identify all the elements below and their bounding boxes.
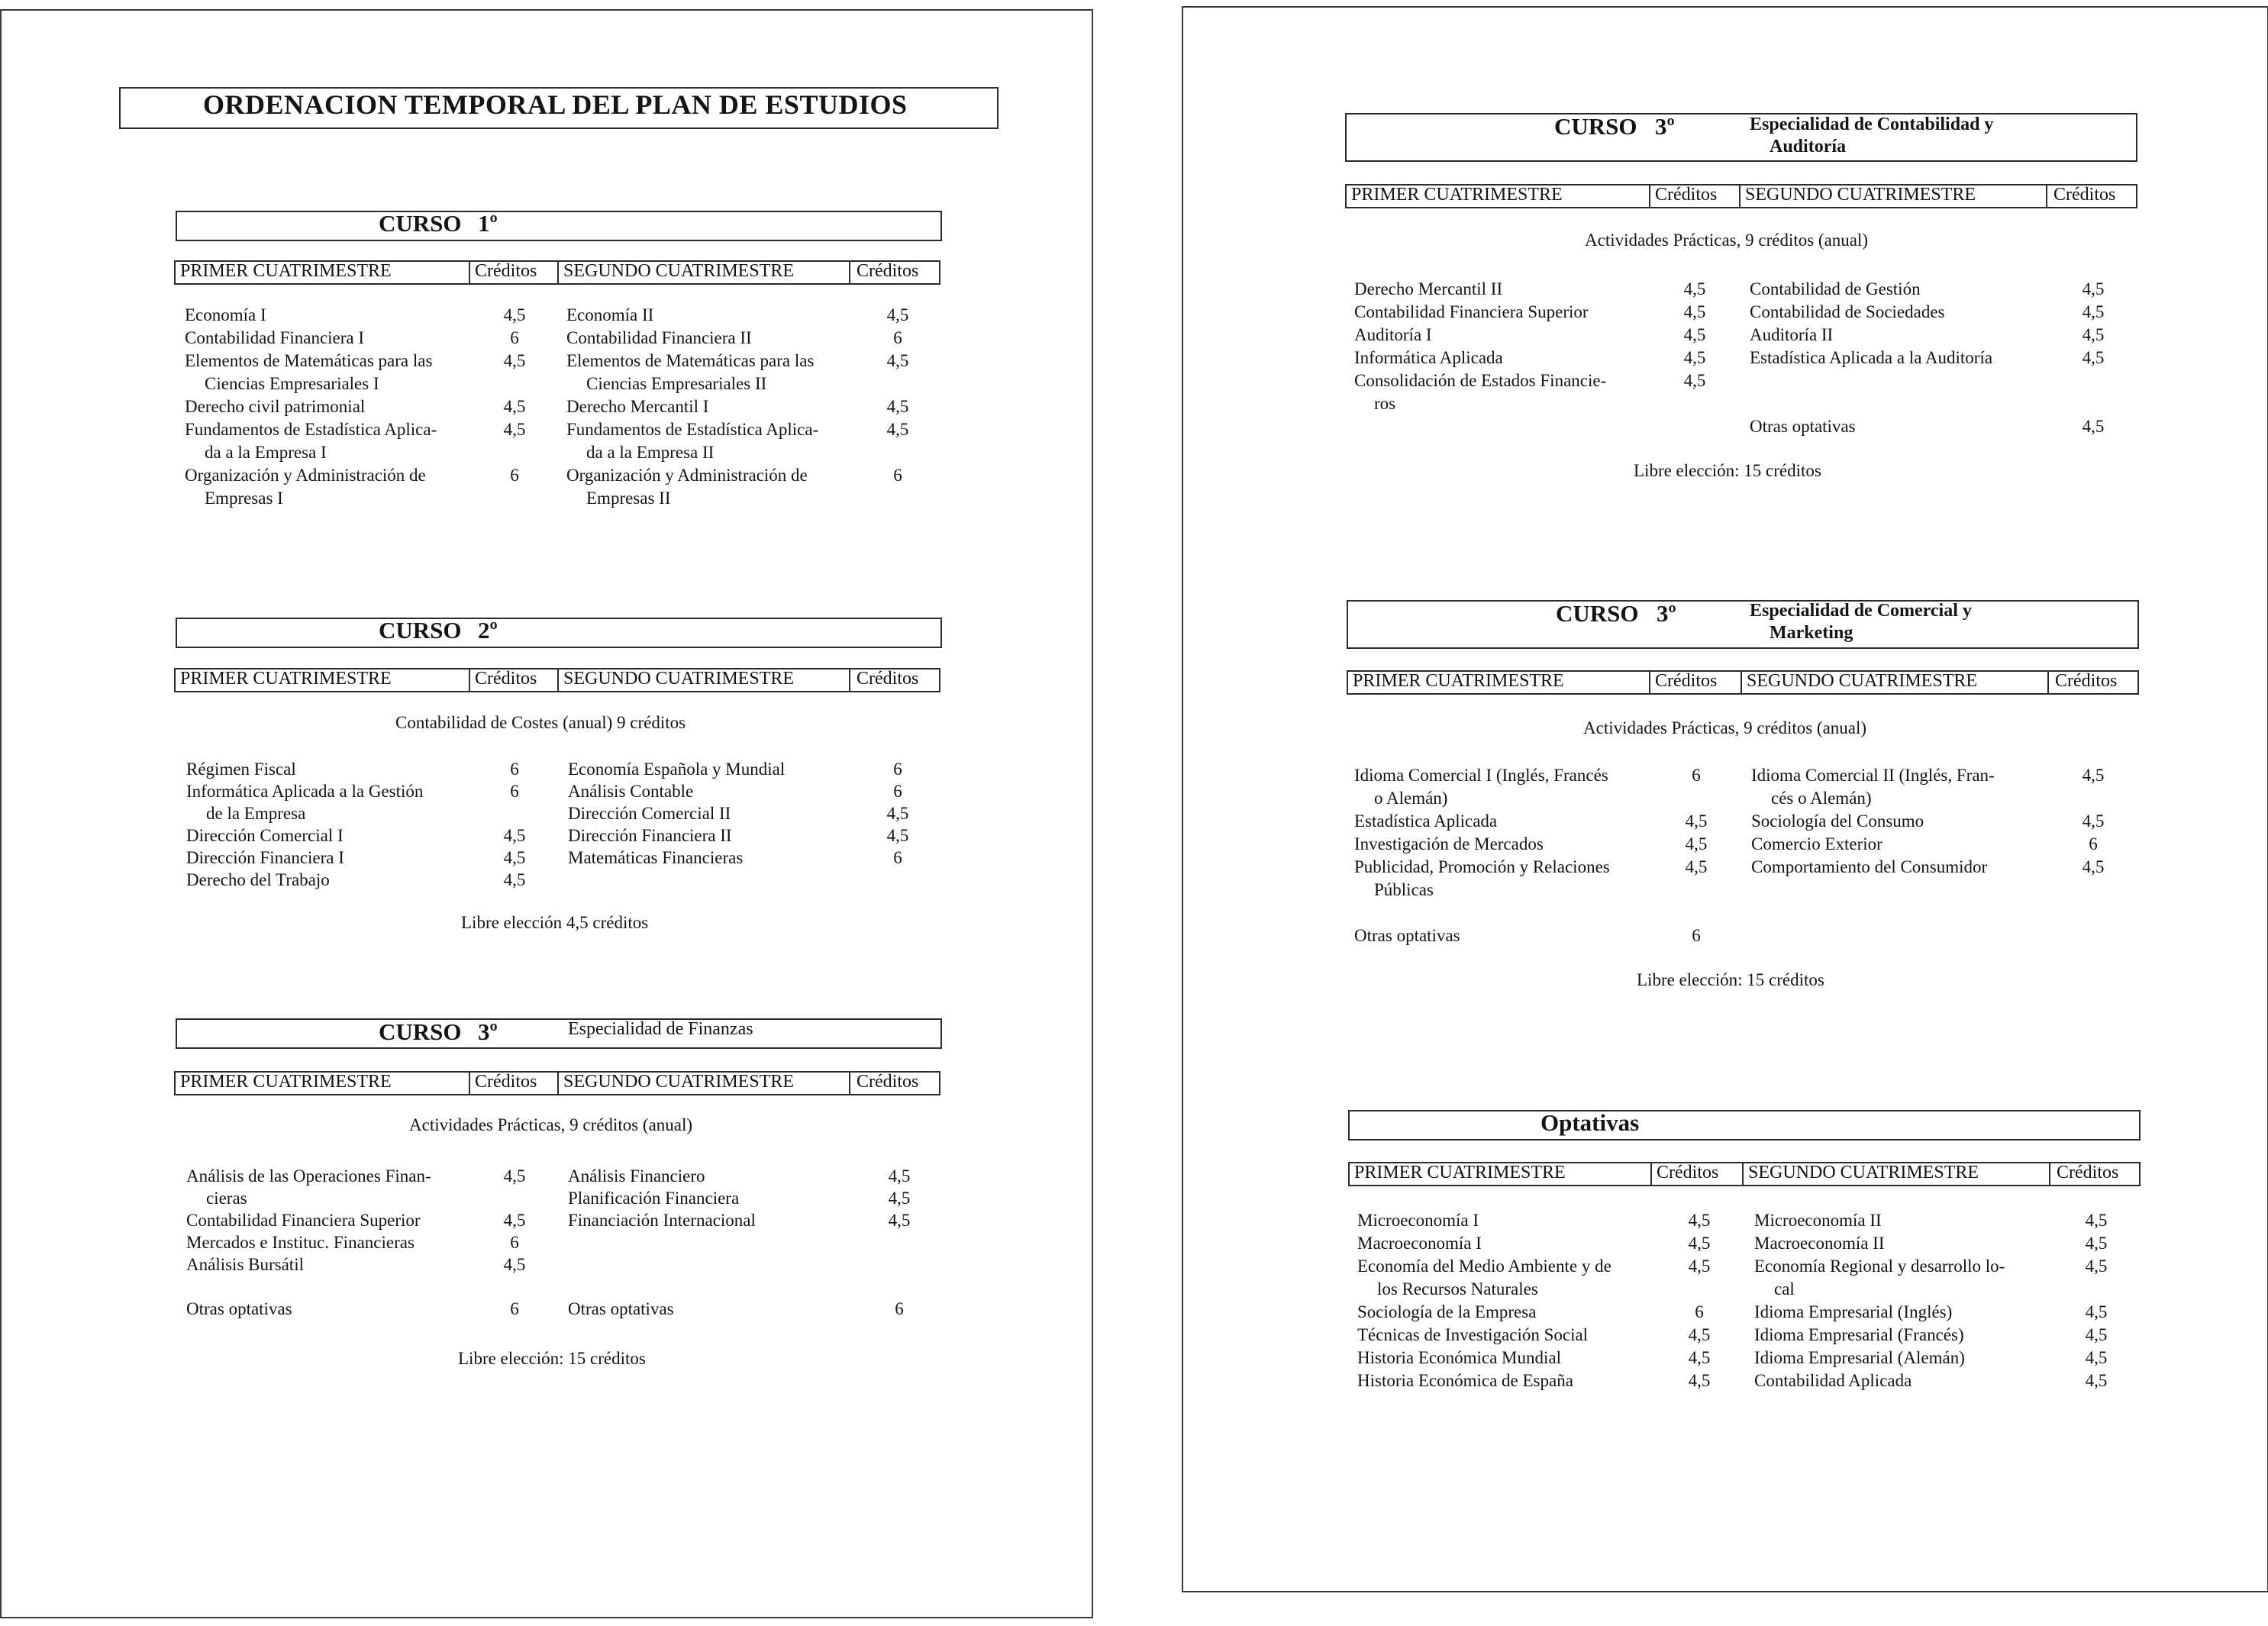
optativas-right-subject: Microeconomía II [1754,1211,1882,1230]
curso3fin-practicas-note: Actividades Prácticas, 9 créditos (anual) [409,1115,693,1134]
curso2-left-subject: Informática Aplicada a la Gestión [186,782,424,801]
curso1-header-divider [557,260,559,285]
optativas-left-subject: Historia Económica de España [1357,1371,1573,1390]
optativas-left-credits: 4,5 [1688,1371,1711,1390]
optativas-left-subject: Economía del Medio Ambiente y de [1357,1257,1611,1276]
curso1-header-primer: PRIMER CUATRIMESTRE [180,261,392,281]
curso3com-specialty-line1: Especialidad de Comercial y [1750,601,1972,621]
curso1-left-subject: Fundamentos de Estadística Aplica- [185,420,437,439]
curso1-right-subject-cont: Empresas II [586,489,671,508]
curso2-left-credits: 6 [510,760,519,779]
curso2-right-credits: 6 [893,760,902,779]
optativas-left-credits: 4,5 [1688,1211,1711,1230]
curso1-right-credits: 4,5 [886,351,909,370]
curso1-header-creditos-2: Créditos [857,261,919,281]
curso2-right-subject: Análisis Contable [568,782,694,801]
curso3fin-left-credits: 4,5 [503,1255,526,1274]
optativas-right-credits: 4,5 [2085,1234,2108,1253]
curso3fin-specialty: Especialidad de Finanzas [568,1019,753,1039]
curso2-header-segundo: SEGUNDO CUATRIMESTRE [563,669,795,689]
curso2-left-subject: Régimen Fiscal [186,760,296,779]
curso1-right-subject: Fundamentos de Estadística Aplica- [566,420,819,439]
curso3cont-left-subject: Auditoría I [1354,325,1432,344]
curso2-header-divider [469,668,470,692]
optativas-header-primer: PRIMER CUATRIMESTRE [1354,1163,1566,1182]
curso1-left-subject: Contabilidad Financiera I [185,328,365,347]
optativas-header-divider [1742,1162,1744,1186]
curso2-right-subject: Dirección Financiera II [568,826,732,845]
optativas-right-credits: 4,5 [2085,1325,2108,1344]
curso3com-right-credits: 4,5 [2082,766,2105,785]
optativas-left-credits: 4,5 [1688,1257,1711,1276]
optativas-right-subject: Macroeconomía II [1754,1234,1885,1253]
curso3com-left-credits: 4,5 [1685,857,1708,876]
curso1-left-credits: 4,5 [503,420,526,439]
optativas-header-segundo: SEGUNDO CUATRIMESTRE [1748,1163,1979,1182]
left-page [0,9,1093,1618]
curso3cont-left-subject: Contabilidad Financiera Superior [1354,302,1589,321]
curso3cont-header-creditos-2: Créditos [2053,185,2116,205]
curso3cont-right-subject: Auditoría II [1750,325,1834,344]
curso1-left-credits: 6 [510,328,519,347]
curso1-right-subject: Elementos de Matemáticas para las [566,351,815,370]
curso3cont-left-credits: 4,5 [1683,279,1706,298]
curso3fin-left-subject: Análisis Bursátil [186,1255,304,1274]
optativas-header-divider [1650,1162,1652,1186]
curso3cont-left-subject: Informática Aplicada [1354,348,1503,367]
curso3fin-right-credits: 4,5 [888,1166,911,1186]
curso3com-label: CURSO [1556,600,1639,627]
curso1-right-subject: Economía II [566,305,654,324]
curso2-header-primer: PRIMER CUATRIMESTRE [180,669,392,689]
curso1-right-credits: 4,5 [886,305,909,324]
curso3fin-left-subject: Contabilidad Financiera Superior [186,1211,421,1230]
curso3fin-header-segundo: SEGUNDO CUATRIMESTRE [563,1072,795,1092]
curso1-header-divider [469,260,470,285]
curso2-left-subject-cont: de la Empresa [206,804,306,823]
curso3com-libre-eleccion: Libre elección: 15 créditos [1637,970,1824,989]
curso3com-left-subject: Publicidad, Promoción y Relaciones [1354,857,1610,876]
curso3com-left-subject: Idioma Comercial I (Inglés, Francés [1354,766,1608,785]
curso2-left-credits: 6 [510,782,519,801]
curso3com-header-divider [1741,670,1742,695]
curso2-header-divider [849,668,850,692]
curso3cont-left-credits: 4,5 [1683,325,1706,344]
curso3com-number: 3º [1657,600,1676,627]
curso3fin-left-subject-cont: cieras [206,1189,247,1208]
curso3fin-header-divider [849,1071,850,1095]
curso3com-specialty-line2: Marketing [1770,623,1853,643]
optativas-right-subject: Economía Regional y desarrollo lo- [1754,1257,2005,1276]
curso1-left-subject: Economía I [185,305,266,324]
optativas-left-credits: 4,5 [1688,1234,1711,1253]
curso1-right-subject-cont: Ciencias Empresariales II [586,374,767,393]
optativas-left-subject: Historia Económica Mundial [1357,1348,1561,1367]
curso1-right-subject-cont: da a la Empresa II [586,443,715,462]
curso3fin-number: 3º [478,1018,498,1045]
curso3cont-libre-eleccion: Libre elección: 15 créditos [1634,461,1821,480]
optativas-left-subject: Técnicas de Investigación Social [1357,1325,1589,1344]
curso3fin-title-frame [176,1018,942,1049]
curso3cont-label: CURSO [1554,113,1637,140]
curso1-left-subject: Elementos de Matemáticas para las [185,351,433,370]
curso3com-right-subject: Comercio Exterior [1751,834,1882,853]
optativas-header-creditos-1: Créditos [1657,1163,1719,1182]
curso3fin-header-creditos-1: Créditos [475,1072,537,1092]
curso3cont-number: 3º [1655,113,1675,140]
curso3com-right-subject-cont: cés o Alemán) [1771,789,1872,808]
curso1-left-subject-cont: Empresas I [205,489,283,508]
curso1-left-credits: 4,5 [503,351,526,370]
optativas-header-divider [2049,1162,2050,1186]
curso2-left-subject: Dirección Comercial I [186,826,344,845]
curso1-header-divider [849,260,850,285]
curso2-right-credits: 6 [893,848,902,867]
curso3cont-header-creditos-1: Créditos [1655,185,1718,205]
optativas-right-credits: 4,5 [2085,1371,2108,1390]
curso3fin-otras-right: Otras optativas [568,1299,674,1318]
curso3cont-left-subject: Consolidación de Estados Financie- [1354,371,1607,390]
optativas-left-subject: Microeconomía I [1357,1211,1479,1230]
optativas-header-creditos-2: Créditos [2057,1163,2119,1182]
curso3com-left-subject-cont: Públicas [1374,880,1434,899]
optativas-right-credits: 4,5 [2085,1257,2108,1276]
curso1-header-segundo: SEGUNDO CUATRIMESTRE [563,261,795,281]
curso1-left-subject-cont: Ciencias Empresariales I [205,374,379,393]
curso1-header-creditos-1: Créditos [475,261,537,281]
curso2-right-subject: Dirección Comercial II [568,804,731,823]
curso2-right-subject: Economía Española y Mundial [568,760,786,779]
curso3fin-otras-left: Otras optativas [186,1299,292,1318]
curso3cont-header-divider [1739,184,1741,208]
curso3com-header-divider [2047,670,2049,695]
curso3fin-left-credits: 4,5 [503,1211,526,1230]
curso3fin-header-creditos-2: Créditos [857,1072,919,1092]
curso2-header-creditos-2: Créditos [857,669,919,689]
curso3fin-otras-right-credits: 6 [895,1299,904,1318]
curso3fin-right-subject: Financiación Internacional [568,1211,756,1230]
curso1-left-subject-cont: da a la Empresa I [205,443,327,462]
optativas-title: Optativas [1540,1109,1640,1136]
optativas-right-subject: Idioma Empresarial (Inglés) [1754,1302,1953,1321]
curso3com-header-creditos-1: Créditos [1655,671,1718,691]
curso3cont-title-frame [1345,113,2137,162]
curso3com-left-credits: 6 [1692,766,1701,785]
optativas-left-credits: 6 [1695,1302,1704,1321]
curso3cont-header-segundo: SEGUNDO CUATRIMESTRE [1745,185,1976,205]
optativas-right-credits: 4,5 [2085,1302,2108,1321]
curso3cont-right-credits: 4,5 [2082,279,2105,298]
curso1-right-credits: 6 [893,466,902,485]
curso1-right-subject: Derecho Mercantil I [566,397,709,416]
curso3fin-header-divider [557,1071,559,1095]
curso3fin-otras-left-credits: 6 [510,1299,519,1318]
curso3cont-specialty-line2: Auditoría [1770,137,1847,156]
curso3com-header-segundo: SEGUNDO CUATRIMESTRE [1747,671,1978,691]
curso3com-left-credits: 4,5 [1685,834,1708,853]
curso3cont-header-primer: PRIMER CUATRIMESTRE [1351,185,1563,205]
curso2-label: CURSO [379,617,462,644]
curso3cont-otras-right: Otras optativas [1750,417,1856,436]
optativas-left-credits: 4,5 [1688,1325,1711,1344]
curso1-number: 1º [478,210,498,237]
curso3com-header-primer: PRIMER CUATRIMESTRE [1353,671,1564,691]
optativas-left-credits: 4,5 [1688,1348,1711,1367]
curso3fin-right-credits: 4,5 [888,1211,911,1230]
curso1-title-frame [176,211,942,241]
curso3fin-label: CURSO [379,1018,462,1045]
curso3cont-right-subject: Contabilidad de Gestión [1750,279,1921,298]
curso3fin-right-subject: Análisis Financiero [568,1166,705,1186]
optativas-right-subject: Idioma Empresarial (Francés) [1754,1325,1964,1344]
curso3fin-left-subject: Análisis de las Operaciones Finan- [186,1166,431,1186]
curso3fin-libre-eleccion: Libre elección: 15 créditos [458,1349,646,1368]
curso3com-title-frame [1347,600,2139,649]
curso2-right-subject: Matemáticas Financieras [568,848,744,867]
curso3com-right-credits: 6 [2089,834,2098,853]
curso3cont-right-credits: 4,5 [2082,348,2105,367]
curso2-header-creditos-1: Créditos [475,669,537,689]
optativas-title-frame [1348,1110,2141,1140]
curso2-annual-note: Contabilidad de Costes (anual) 9 créditos [395,713,686,732]
curso3cont-practicas-note: Actividades Prácticas, 9 créditos (anual) [1585,231,1869,250]
curso2-number: 2º [478,617,498,644]
curso1-left-credits: 4,5 [503,397,526,416]
curso3cont-left-credits: 4,5 [1683,348,1706,367]
curso3fin-left-subject: Mercados e Instituc. Financieras [186,1233,415,1252]
curso2-left-subject: Dirección Financiera I [186,848,344,867]
curso3fin-header-divider [469,1071,470,1095]
curso2-title-frame [176,618,942,648]
curso2-header-divider [557,668,559,692]
curso3cont-right-subject: Contabilidad de Sociedades [1750,302,1945,321]
curso3fin-header-primer: PRIMER CUATRIMESTRE [180,1072,392,1092]
curso1-left-subject: Derecho civil patrimonial [185,397,366,416]
curso2-right-credits: 4,5 [886,826,909,845]
curso2-left-subject: Derecho del Trabajo [186,870,330,889]
curso3com-practicas-note: Actividades Prácticas, 9 créditos (anual) [1583,718,1867,737]
curso3com-otras-left: Otras optativas [1354,926,1460,945]
curso3fin-left-credits: 4,5 [503,1166,526,1186]
curso2-left-credits: 4,5 [503,826,526,845]
curso1-right-credits: 4,5 [886,397,909,416]
curso3fin-right-subject: Planificación Financiera [568,1189,740,1208]
curso3cont-otras-right-credits: 4,5 [2082,417,2105,436]
curso3com-right-subject: Idioma Comercial II (Inglés, Fran- [1751,766,1995,785]
curso3fin-right-credits: 4,5 [888,1189,911,1208]
curso1-right-credits: 6 [893,328,902,347]
curso3com-otras-left-credits: 6 [1692,926,1701,945]
optativas-right-credits: 4,5 [2085,1211,2108,1230]
curso3cont-right-subject: Estadística Aplicada a la Auditoría [1750,348,1993,367]
curso1-right-credits: 4,5 [886,420,909,439]
curso1-label: CURSO [379,210,462,237]
curso3com-left-subject: Investigación de Mercados [1354,834,1544,853]
curso3com-right-credits: 4,5 [2082,857,2105,876]
curso1-right-subject: Organización y Administración de [566,466,808,485]
curso1-left-credits: 6 [510,466,519,485]
curso3cont-left-credits: 4,5 [1683,302,1706,321]
optativas-left-subject: Sociología de la Empresa [1357,1302,1537,1321]
optativas-right-subject: Contabilidad Aplicada [1754,1371,1912,1390]
curso3cont-header-divider [2046,184,2047,208]
curso3cont-left-credits: 4,5 [1683,371,1706,390]
curso2-libre-eleccion: Libre elección 4,5 créditos [461,913,649,932]
curso3cont-specialty-line1: Especialidad de Contabilidad y [1750,115,1994,134]
optativas-left-subject: Macroeconomía I [1357,1234,1482,1253]
curso3com-right-subject: Sociología del Consumo [1751,811,1924,831]
curso1-left-subject: Organización y Administración de [185,466,426,485]
curso3com-right-credits: 4,5 [2082,811,2105,831]
curso3com-left-credits: 4,5 [1685,811,1708,831]
curso3com-header-divider [1649,670,1650,695]
curso3cont-right-credits: 4,5 [2082,302,2105,321]
curso1-right-subject: Contabilidad Financiera II [566,328,752,347]
curso3cont-header-divider [1649,184,1650,208]
curso2-left-credits: 4,5 [503,870,526,889]
curso1-left-credits: 4,5 [503,305,526,324]
curso3com-left-subject-cont: o Alemán) [1374,789,1448,808]
optativas-right-credits: 4,5 [2085,1348,2108,1367]
curso2-right-credits: 4,5 [886,804,909,823]
curso3com-right-subject: Comportamiento del Consumidor [1751,857,1988,876]
optativas-right-subject: Idioma Empresarial (Alemán) [1754,1348,1965,1367]
curso3cont-left-subject-cont: ros [1374,394,1396,413]
curso3com-left-subject: Estadística Aplicada [1354,811,1498,831]
curso3com-header-creditos-2: Créditos [2055,671,2118,691]
optativas-left-subject-cont: los Recursos Naturales [1377,1279,1538,1299]
curso2-right-credits: 6 [893,782,902,801]
optativas-right-subject-cont: cal [1774,1279,1795,1299]
curso2-left-credits: 4,5 [503,848,526,867]
curso3fin-left-credits: 6 [510,1233,519,1252]
curso3cont-left-subject: Derecho Mercantil II [1354,279,1503,298]
page-title: ORDENACION TEMPORAL DEL PLAN DE ESTUDIOS [203,89,908,120]
curso3cont-right-credits: 4,5 [2082,325,2105,344]
